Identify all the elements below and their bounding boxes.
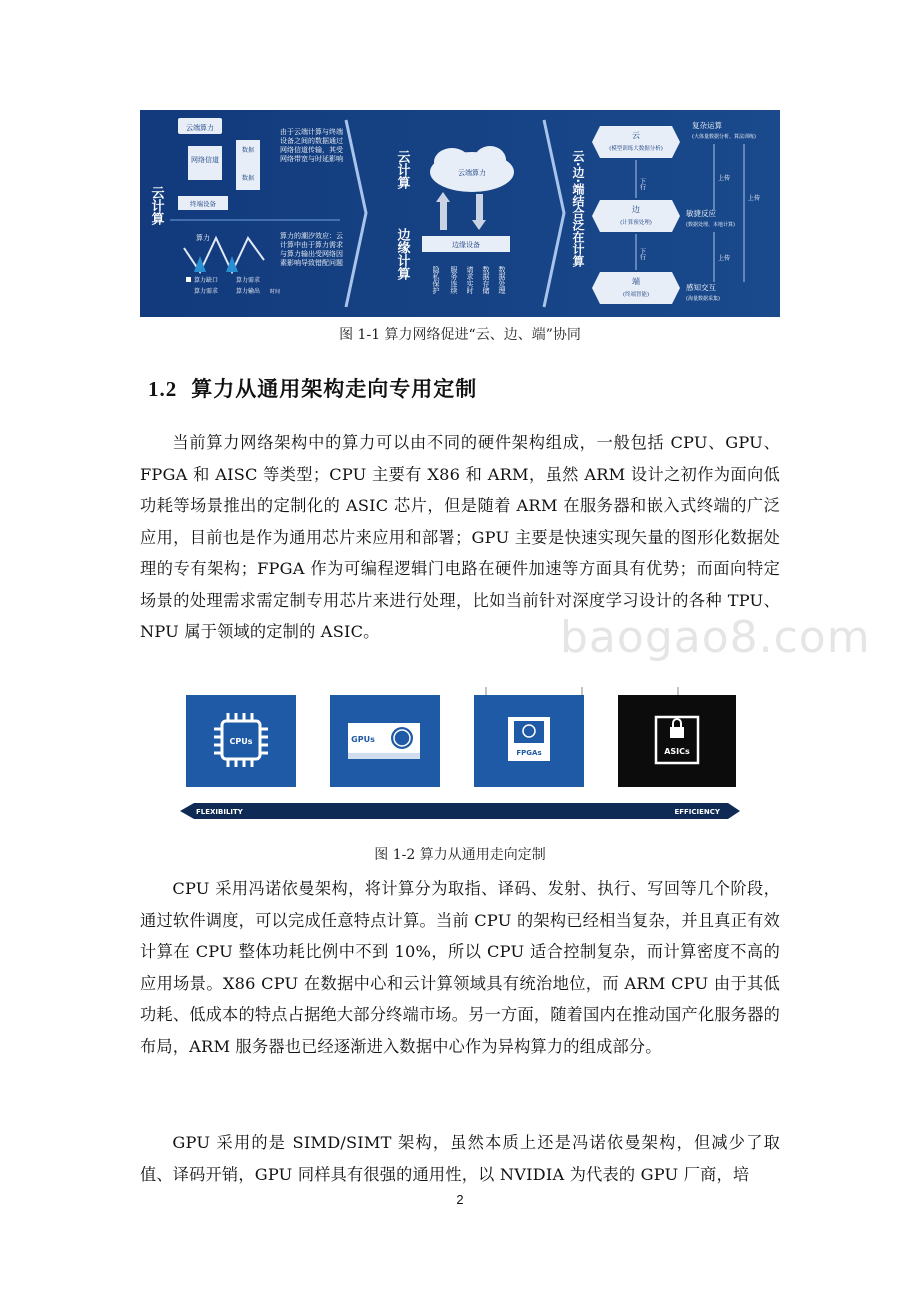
svg-text:云端算力: 云端算力: [186, 124, 214, 132]
svg-text:算力: 算力: [196, 234, 210, 242]
svg-text:算力需求: 算力需求: [194, 288, 219, 295]
svg-text:GPUs: GPUs: [351, 735, 375, 744]
paragraph-2: CPU 采用冯诺依曼架构，将计算分为取指、译码、发射、执行、写回等几个阶段，通过软件调度，可以完成任意特点计算。当前 CPU 的架构已经相当复杂，并且真正有效计算在 CPU 整体功耗比例中不到 10%，所以 CPU 适合控制复杂，而计算密度不高的应用场景。X86 CPU 在数据中心和云计算领域具有统治地位，而 ARM CPU 由于其低功耗、低成本的特点占据绝大部分终端市场。另一方面，随着国内在推动国产化服务器的布局，ARM 服务器也已经逐渐进入数据中心作为异构算力的组成部分。: [140, 879, 780, 1056]
svg-text:(模型训练大数据分析): (模型训练大数据分析): [609, 146, 663, 152]
svg-text:上传: 上传: [748, 195, 761, 202]
section-heading: [148, 373, 477, 403]
svg-text:上传: 上传: [718, 255, 731, 262]
fig1-mid-title-bottom: 边缘计算: [394, 228, 410, 280]
svg-text:FLEXIBILITY: FLEXIBILITY: [196, 808, 243, 816]
svg-text:云端算力: 云端算力: [458, 169, 486, 177]
svg-text:网络信道: 网络信道: [191, 156, 219, 164]
svg-text:下行: 下行: [638, 178, 646, 190]
svg-text:(海量数据采集): (海量数据采集): [686, 296, 720, 302]
svg-text:下行: 下行: [638, 248, 646, 260]
svg-text:复杂运算: 复杂运算: [692, 121, 722, 130]
fpga-chip-icon: [474, 687, 584, 787]
svg-text:算力缺口: 算力缺口: [194, 277, 219, 284]
svg-text:云: 云: [632, 131, 640, 140]
page-number: 2: [456, 1192, 464, 1207]
svg-text:请求实时: 请求实时: [466, 266, 474, 294]
cpu-chip-icon: [186, 695, 296, 787]
svg-text:(数据处理、本地计算): (数据处理、本地计算): [686, 222, 735, 228]
fig1-left-title: 云计算: [148, 186, 164, 225]
section-number: 1.2: [148, 377, 178, 401]
paragraph-1: 当前算力网络架构中的算力可以由不同的硬件架构组成，一般包括 CPU、GPU、FPGA 和 AISC 等类型；CPU 主要有 X86 和 ARM，虽然 ARM 设计之初作为面向低功耗等场景推出的定制化的 ASIC 芯片，但是随着 ARM 在服务器和嵌入式终端的广泛应用，目前也是作为通用芯片来应用和部署；GPU 主要是快速实现矢量的图形化数据处理的专有架构；FPGA 作为可编程逻辑门电路在硬件加速等方面具有优势；而面向特定场景的处理需求需定制专用芯片来进行处理，比如当前针对深度学习设计的各种 TPU、NPU 属于领域的定制的 ASIC。: [140, 433, 780, 641]
svg-text:ASICs: ASICs: [664, 747, 690, 756]
svg-text:CPUs: CPUs: [229, 737, 253, 746]
svg-text:数据: 数据: [241, 175, 255, 182]
svg-text:数据存储: 数据存储: [482, 266, 490, 294]
svg-text:上传: 上传: [718, 175, 731, 182]
svg-text:EFFICIENCY: EFFICIENCY: [674, 808, 720, 816]
section-title: 算力从通用架构走向专用定制: [191, 377, 478, 401]
paragraph-3: GPU 采用的是 SIMD/SIMT 架构，虽然本质上还是冯诺依曼架构，但减少了取值、译码开销，GPU 同样具有很强的通用性，以 NVIDIA 为代表的 GPU 厂商，培: [140, 1133, 780, 1184]
svg-text:服务连续: 服务连续: [450, 266, 458, 294]
asic-chip-icon: [618, 687, 736, 787]
svg-text:边: 边: [632, 205, 640, 214]
svg-text:终端设备: 终端设备: [190, 200, 216, 208]
svg-text:边缘设备: 边缘设备: [452, 241, 480, 249]
svg-text:算力输出: 算力输出: [236, 288, 261, 295]
flexibility-efficiency-arrow: [180, 803, 740, 819]
figure-1-caption: 图 1-1 算力网络促进“云、边、端”协同: [339, 327, 581, 343]
svg-text:数据处理: 数据处理: [498, 266, 506, 294]
svg-text:隐私保护: 隐私保护: [432, 266, 440, 294]
svg-text:(终端智能): (终端智能): [622, 292, 650, 298]
fig1-mid-title-top: 云计算: [394, 150, 410, 189]
svg-text:数据: 数据: [241, 147, 255, 154]
svg-text:感知交互: 感知交互: [686, 283, 716, 292]
gpu-card-icon: [330, 695, 440, 787]
svg-text:(计算预处理): (计算预处理): [620, 220, 652, 226]
figure-2-caption: 图 1-2 算力从通用走向定制: [374, 847, 546, 863]
svg-text:时间: 时间: [270, 289, 281, 295]
svg-text:FPGAs: FPGAs: [516, 749, 542, 757]
figure-1-image: 云计算 云端算力 网络信道 数据 数据 终端设备 由于云端计算与终端设备之间的数据通过网络信道传输，其受网络带宽与时延影响 算力 算力缺口 算力需求 算力需求 算力输出 时间 算力的潮汐效应：云计算中由于算力需求与算力输出受网络因素影响导致错配问题 云计算 边缘计算 云端算力 边缘设备 隐私保护 服务连续 请求实时 数据存储 数据处理 云·边·端结合泛在计算 云 (模型训练大数据分析) 边 (计算预处理) 端 (终端智能) 下行 下行 复杂运算 (大体量数据分析、算法训练) 敏捷反应 (数据处理、本地计算) 感知交互 (海量数据采集) 上传 上传 上传: [140, 110, 780, 317]
watermark: baogao8.com: [560, 612, 871, 663]
svg-text:算力需求: 算力需求: [236, 277, 261, 284]
figure-2-image: [180, 683, 740, 833]
svg-text:(大体量数据分析、算法训练): (大体量数据分析、算法训练): [692, 134, 756, 140]
svg-text:敏捷反应: 敏捷反应: [686, 209, 716, 218]
fig1-right-title: 云·边·端结合泛在计算: [571, 150, 585, 268]
svg-text:端: 端: [632, 277, 640, 286]
